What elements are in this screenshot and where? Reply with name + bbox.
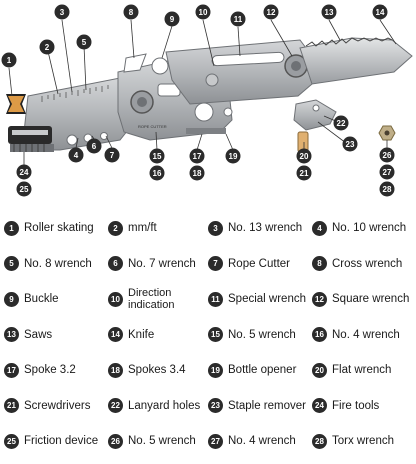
legend-number-badge: 9 [4, 292, 19, 307]
callout-number: 19 [228, 152, 238, 161]
legend-number-badge: 14 [108, 327, 123, 342]
legend-label: No. 7 wrench [128, 257, 196, 270]
legend-label: No. 8 wrench [24, 257, 92, 270]
callout-number: 18 [192, 169, 202, 178]
legend-label: Cross wrench [332, 257, 403, 270]
legend-item-23 [208, 396, 312, 416]
legend-label: Friction device [24, 435, 99, 447]
legend-item-19 [208, 360, 312, 380]
callout-7 [105, 148, 120, 163]
legend-label: Bottle opener [228, 364, 297, 376]
callout-3 [55, 5, 70, 20]
legend-label: Direction indication [128, 287, 175, 311]
legend-item-26 [108, 431, 212, 451]
legend-number-badge: 18 [108, 363, 123, 378]
callout-9 [165, 12, 180, 27]
callout-27 [380, 165, 395, 180]
callout-26 [380, 148, 395, 163]
multitool-diagram [0, 0, 416, 210]
legend-number-badge: 5 [4, 256, 19, 271]
callout-25 [17, 182, 32, 197]
legend-number-badge: 24 [312, 398, 327, 413]
legend-label: No. 4 wrench [228, 435, 296, 447]
callout-8 [124, 5, 139, 20]
legend-label: No. 10 wrench [332, 222, 407, 234]
callout-number: 6 [91, 142, 97, 151]
legend-number-badge: 26 [108, 434, 123, 449]
callout-number: 7 [109, 151, 115, 160]
callout-12 [264, 5, 279, 20]
callout-5 [77, 35, 92, 50]
legend-label: Saws [24, 328, 53, 341]
callout-number: 12 [266, 8, 276, 17]
callout-18 [190, 166, 205, 181]
callout-15 [150, 149, 165, 164]
callout-4 [69, 148, 84, 163]
callout-number: 16 [152, 169, 162, 178]
legend [0, 214, 416, 462]
legend-item-10 [108, 289, 212, 309]
legend-label: Spoke 3.2 [24, 364, 76, 376]
legend-item-15 [208, 325, 312, 345]
callout-number: 9 [169, 15, 175, 24]
callout-28 [380, 182, 395, 197]
legend-label: Staple remover [228, 399, 306, 412]
callout-13 [322, 5, 337, 20]
legend-label: Lanyard holes [128, 399, 201, 412]
legend-item-2 [108, 218, 212, 238]
legend-item-16 [312, 325, 416, 345]
legend-number-badge: 3 [208, 221, 223, 236]
legend-label: Fire tools [332, 399, 380, 412]
callout-number: 8 [128, 8, 134, 17]
legend-item-22 [108, 396, 212, 416]
callout-number: 20 [299, 152, 309, 161]
legend-label: No. 4 wrench [332, 328, 400, 341]
legend-label: Spokes 3.4 [128, 364, 186, 376]
callout-10 [196, 5, 211, 20]
callout-21 [297, 166, 312, 181]
callout-16 [150, 166, 165, 181]
legend-number-badge: 8 [312, 256, 327, 271]
callout-number: 11 [233, 15, 243, 24]
legend-label: No. 5 wrench [228, 328, 296, 341]
legend-number-badge: 20 [312, 363, 327, 378]
legend-number-badge: 28 [312, 434, 327, 449]
legend-label: Flat wrench [332, 364, 392, 376]
legend-number-badge: 25 [4, 434, 19, 449]
legend-number-badge: 15 [208, 327, 223, 342]
callout-number: 22 [336, 119, 346, 128]
legend-label: Special wrench [228, 293, 306, 305]
legend-label: Roller skating [24, 222, 94, 234]
legend-number-badge: 22 [108, 398, 123, 413]
callout-number: 14 [375, 8, 385, 17]
legend-item-11 [208, 289, 312, 309]
legend-label: Square wrench [332, 293, 410, 305]
callout-number: 23 [345, 140, 355, 149]
callout-number: 13 [324, 8, 334, 17]
legend-number-badge: 17 [4, 363, 19, 378]
legend-item-27 [208, 431, 312, 451]
callout-number: 26 [382, 151, 392, 160]
legend-item-17 [4, 360, 108, 380]
legend-number-badge: 21 [4, 398, 19, 413]
callout-20 [297, 149, 312, 164]
callout-23 [343, 137, 358, 152]
legend-item-9 [4, 289, 108, 309]
legend-number-badge: 2 [108, 221, 123, 236]
legend-item-6 [108, 254, 212, 274]
callout-number: 5 [81, 38, 87, 47]
callout-24 [17, 165, 32, 180]
legend-item-25 [4, 431, 108, 451]
callout-2 [40, 40, 55, 55]
callout-1 [2, 53, 17, 68]
legend-item-28 [312, 431, 416, 451]
legend-label: No. 5 wrench [128, 435, 196, 447]
callout-14 [373, 5, 388, 20]
callout-17 [190, 149, 205, 164]
callout-11 [231, 12, 246, 27]
legend-number-badge: 10 [108, 292, 123, 307]
legend-number-badge: 7 [208, 256, 223, 271]
legend-item-20 [312, 360, 416, 380]
legend-label: Buckle [24, 293, 59, 305]
legend-label: mm/ft [128, 222, 157, 234]
legend-number-badge: 6 [108, 256, 123, 271]
legend-number-badge: 12 [312, 292, 327, 307]
legend-item-14 [108, 325, 212, 345]
callout-22 [334, 116, 349, 131]
legend-number-badge: 1 [4, 221, 19, 236]
legend-item-3 [208, 218, 312, 238]
legend-number-badge: 23 [208, 398, 223, 413]
legend-item-5 [4, 254, 108, 274]
legend-item-21 [4, 396, 108, 416]
legend-number-badge: 13 [4, 327, 19, 342]
legend-item-24 [312, 396, 416, 416]
legend-item-4 [312, 218, 416, 238]
legend-number-badge: 19 [208, 363, 223, 378]
callout-number: 4 [73, 151, 79, 160]
legend-number-badge: 4 [312, 221, 327, 236]
callout-number: 24 [19, 168, 29, 177]
callout-6 [87, 139, 102, 154]
callout-number: 17 [192, 152, 202, 161]
callout-number: 25 [19, 185, 29, 194]
callout-number: 21 [299, 169, 309, 178]
legend-number-badge: 11 [208, 292, 223, 307]
callout-19 [226, 149, 241, 164]
legend-number-badge: 27 [208, 434, 223, 449]
callout-number: 27 [382, 168, 392, 177]
legend-item-7 [208, 254, 312, 274]
rope-cutter-imprint: ROPE CUTTER [138, 124, 167, 129]
callout-number: 1 [6, 56, 12, 65]
legend-label: Knife [128, 328, 155, 341]
legend-label: Rope Cutter [228, 257, 291, 270]
callout-number: 2 [44, 43, 50, 52]
callout-number: 3 [59, 8, 65, 17]
legend-number-badge: 16 [312, 327, 327, 342]
legend-label: Torx wrench [332, 435, 394, 447]
legend-item-12 [312, 289, 416, 309]
legend-item-8 [312, 254, 416, 274]
callout-number: 15 [152, 152, 162, 161]
legend-item-13 [4, 325, 108, 345]
legend-label: No. 13 wrench [228, 222, 303, 234]
callout-number: 10 [198, 8, 208, 17]
legend-item-18 [108, 360, 212, 380]
legend-item-1 [4, 218, 108, 238]
legend-label: Screwdrivers [24, 399, 91, 412]
callout-number: 28 [382, 185, 392, 194]
